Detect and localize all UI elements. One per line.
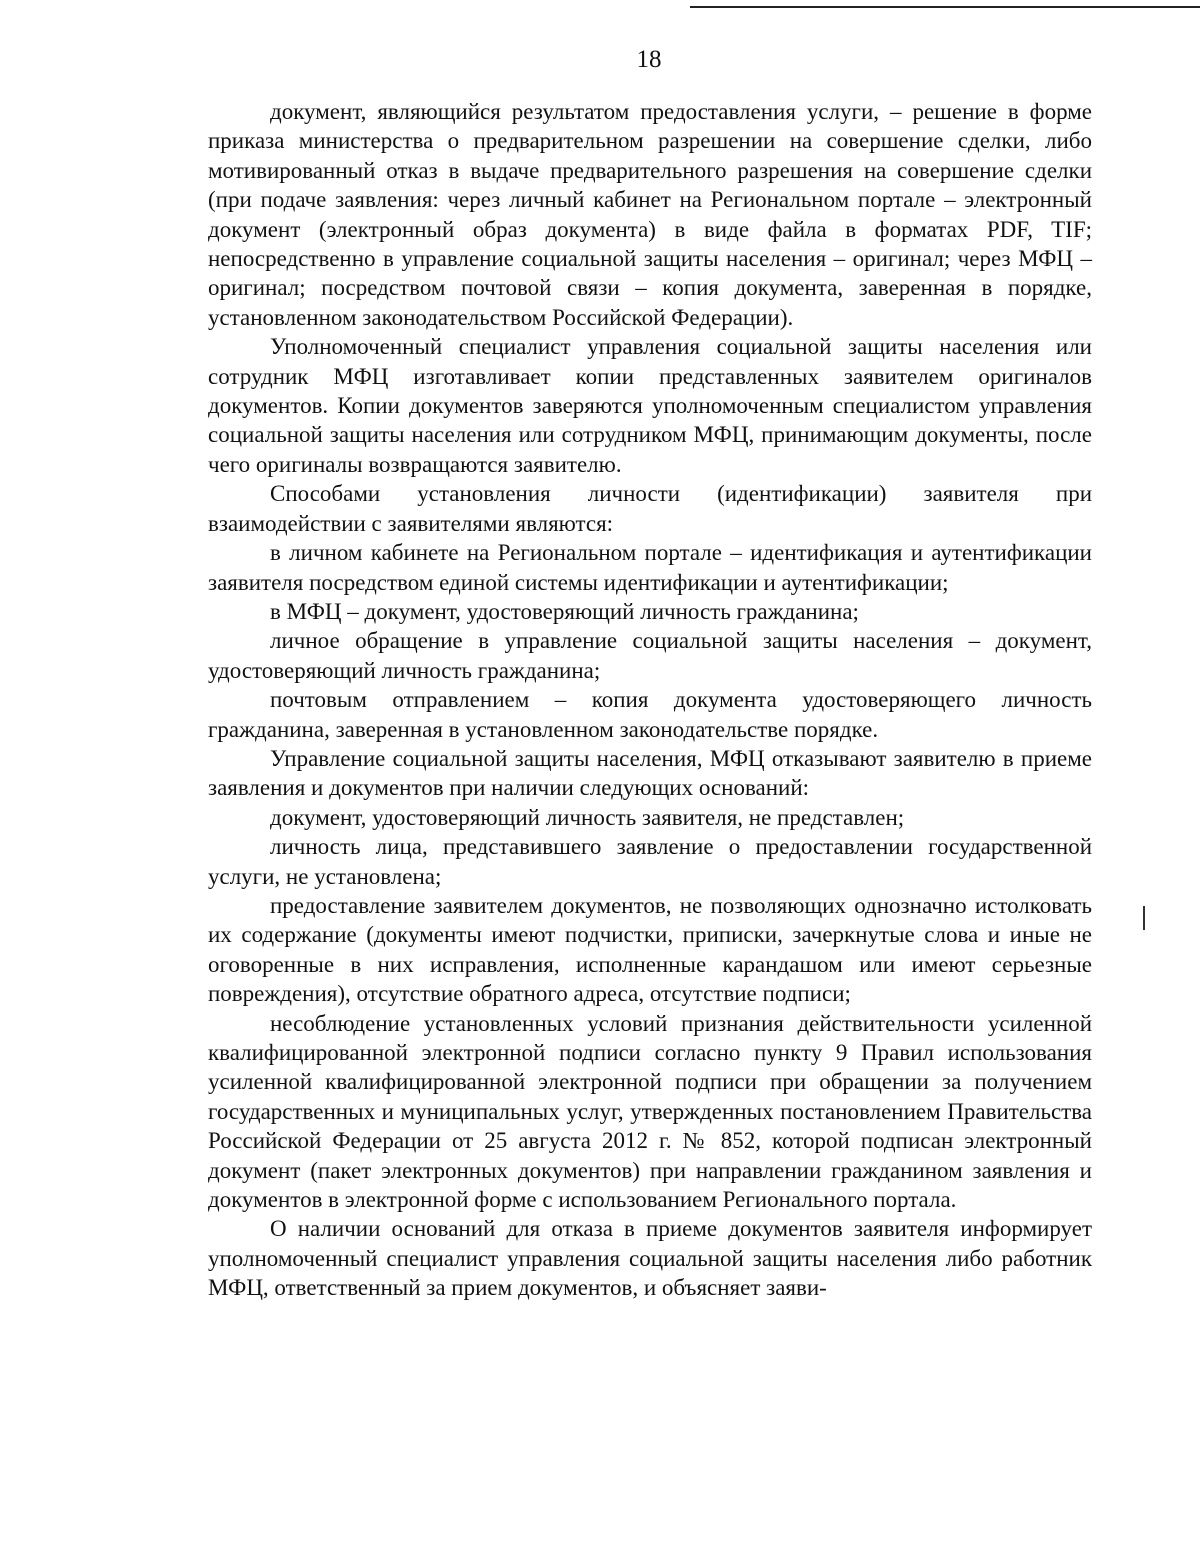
- paragraph-postal: почтовым отправлением – копия документа удостоверяющего личность гражданина, заверенная в установленном законодательстве порядке.: [208, 687, 1092, 742]
- paragraph-regional-portal: в личном кабинете на Региональном портале – идентификация и аутентификации заявителя посредством единой системы идентификации и аутентификации;: [208, 540, 1092, 595]
- paragraph-electronic-signature: несоблюдение установленных условий признания действительности усиленной квалифицированной электронной подписи согласно пункту 9 Правил использования усиленной квалифицированной электронной подписи при обращении за получением государственных и муниципальных услуг, утвержденных постановлением Правительства Российской Федерации от 25 августа 2012 г. № 852, которой подписан электронный документ (пакет электронных документов) при направлении гражданином заявления и документов в электронной форме с использованием Регионального портала.: [208, 1010, 1092, 1213]
- paragraph-identification-methods: Способами установления личности (идентификации) заявителя при взаимодействии с заявителями являются:: [208, 481, 1092, 536]
- paragraph-mfc: в МФЦ – документ, удостоверяющий личность гражданина;: [270, 598, 859, 624]
- document-body: [208, 97, 1092, 1303]
- paragraph-identity-not-established: личность лица, представившего заявление о предоставлении государственной услуги, не установлена;: [208, 834, 1092, 889]
- page-number: 18: [636, 46, 662, 73]
- paragraph-result-document: документ, являющийся результатом предоставления услуги, – решение в форме приказа министерства о предварительном разрешении на совершение сделки, либо мотивированный отказ в выдаче предварительного разрешения на совершение сделки (при подаче заявления: через личный кабинет на Региональном портале – электронный документ (электронный образ документа) в виде файла в форматах PDF, TIF; непосредственно в управление социальной защиты населения – оригинал; через МФЦ – оригинал; посредством почтовой связи – копия документа, заверенная в порядке, установленном законодательством Российской Федерации).: [208, 99, 1092, 330]
- margin-mark: [1143, 906, 1145, 930]
- paragraph-refusal-information: О наличии оснований для отказа в приеме документов заявителя информирует уполномоченный специалист управления социальной защиты населения либо работник МФЦ, ответственный за прием документов, и объясняет заяви-: [208, 1216, 1092, 1301]
- paragraph-ambiguous-documents: предоставление заявителем документов, не позволяющих однозначно истолковать их содержание (документы имеют подчистки, приписки, зачеркнутые слова и иные не оговоренные в них исправления, исполненные карандашом или имеют серьезные повреждения), отсутствие обратного адреса, отсутствие подписи;: [208, 892, 1092, 1007]
- paragraph-copies: Уполномоченный специалист управления социальной защиты населения или сотрудник МФЦ изготавливает копии представленных заявителем оригиналов документов. Копии документов заверяются уполномоченным специалистом управления социальной защиты населения или сотрудником МФЦ, принимающим документы, после чего оригиналы возвращаются заявителю.: [208, 334, 1092, 477]
- paragraph-refusal-grounds: Управление социальной защиты населения, МФЦ отказывают заявителю в приеме заявления и документов при наличии следующих оснований:: [208, 745, 1092, 801]
- top-rule: [690, 6, 1200, 8]
- paragraph-no-id-document: документ, удостоверяющий личность заявителя, не представлен;: [270, 804, 905, 830]
- paragraph-personal-visit: личное обращение в управление социальной защиты населения – документ, удостоверяющий личность гражданина;: [208, 628, 1092, 683]
